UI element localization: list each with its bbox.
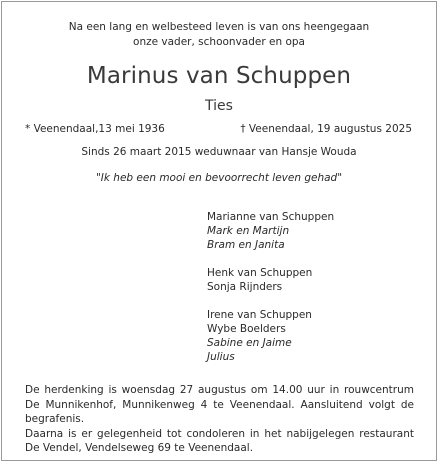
family-member: Wybe Boelders — [207, 323, 286, 335]
family-group — [207, 210, 334, 252]
notice-line-4: De Vendel, Vendelseweg 69 te Veenendaal. — [25, 442, 254, 454]
death-date: † Veenendaal, 19 augustus 2025 — [240, 123, 412, 135]
intro-line-2: onze vader, schoonvader en opa — [133, 36, 305, 48]
life-dates — [25, 122, 412, 137]
family-list — [207, 210, 334, 378]
family-member: Mark en Martijn — [207, 225, 290, 237]
deceased-name: Marinus van Schuppen — [86, 63, 352, 89]
ceremony-notice — [25, 383, 414, 456]
quote: "Ik heb een mooi en bevoorrecht leven gehad" — [95, 172, 343, 184]
family-member: Marianne van Schuppen — [207, 211, 335, 223]
intro-text — [2, 20, 436, 50]
family-member: Bram en Janita — [207, 239, 285, 251]
deceased-nickname: Ties — [205, 98, 233, 114]
family-member: Sabine en Jaime — [207, 337, 292, 349]
death-notice-card — [1, 1, 437, 461]
notice-line-1: De herdenking is woensdag 27 augustus om 14.00 uur in rouwcentrum — [25, 384, 414, 396]
birth-date: * Veenendaal,13 mei 1936 — [25, 123, 165, 135]
notice-line-2: De Munnikenhof, Munnikenweg 4 te Veenendaal. Aansluitend volgt de begrafenis. — [25, 398, 414, 425]
family-member: Sonja Rijnders — [207, 281, 283, 293]
intro-line-1: Na een lang en welbesteed leven is van ons heengegaan — [68, 21, 370, 33]
family-group — [207, 266, 334, 294]
notice-line-3: Daarna is er gelegenheid tot condoleren in het nabijgelegen restaurant — [25, 427, 414, 440]
family-member: Henk van Schuppen — [207, 267, 313, 279]
family-member: Julius — [207, 351, 235, 363]
family-member: Irene van Schuppen — [207, 309, 312, 321]
widower-line: Sinds 26 maart 2015 weduwnaar van Hansje Wouda — [81, 146, 357, 158]
family-group — [207, 308, 334, 364]
